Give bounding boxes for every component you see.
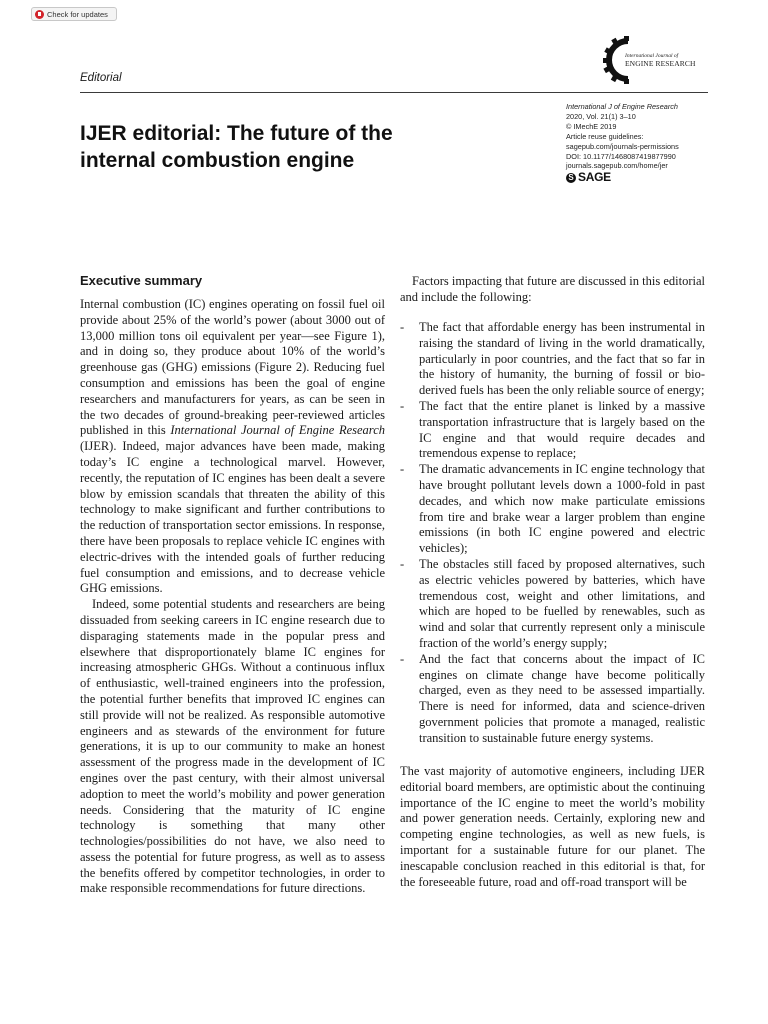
volume-info: 2020, Vol. 21(1) 3–10 <box>566 111 636 121</box>
list-item-text: The dramatic advancements in IC engine technology that have brought pollutant levels down a 1000-fold in past decades, and which now make particulate emissions from tire and brake wear a larger problem than engine emissions (in both IC engine powered and electric vehicles); <box>419 462 705 556</box>
journal-metadata <box>566 102 679 183</box>
list-item-text: The obstacles still faced by proposed alternatives, such as electric vehicles powered by batteries, which have tremendous cost, weight and other limitations, and which are hoped to be fuelled by renewables, such as wind and solar that currently represent only a miniscule fraction of the world’s energy supply; <box>419 556 705 650</box>
list-item-text: The fact that the entire planet is linked by a massive transportation infrastructure that is largely based on the IC engine and that would require decades and tremendous expense to replace; <box>419 398 705 461</box>
bullet-marker: - <box>400 556 405 571</box>
logo-line-2: ENGINE RESEARCH <box>625 59 696 68</box>
factor-list <box>400 320 705 747</box>
paragraph-1-part-b: (IJER). Indeed, major advances have been made, making today’s IC engine a technological marvel. However, recently, the reputation of IC engines has been dealt a severe blow by emission scandals that threaten the ability of this technology to make significant and further contributions to the reduction of transportation sector emissions. In response, there have been proposals to replace vehicle IC engines with electric-drives with the intended goals of further reducing fuel consumption and emissions, and to decrease vehicle GHG emissions. <box>80 439 385 596</box>
update-icon <box>35 10 44 19</box>
list-item <box>400 557 705 652</box>
right-column-end <box>400 764 705 890</box>
bullet-marker: - <box>400 320 405 334</box>
logo-line-1: International Journal of <box>625 53 679 59</box>
journal-homepage-link[interactable]: journals.sagepub.com/home/jer <box>566 161 668 171</box>
list-item-text: And the fact that concerns about the impact of IC engines on climate change have become politically charged, even as they need to be assessed impartially. There is need for informed, data and science-driven government policies that promote a managed, realistic transition to sustainable future energy systems. <box>419 651 705 745</box>
list-item <box>400 462 705 557</box>
paragraph-1-part-a: Internal combustion (IC) engines operating on fossil fuel oil provide about 25% of the world’s power (about 3000 out of 13,000 million tons oil equivalent per year—see Figure 1), and in doing so, they produce about 10% of the world’s greenhouse gas (GHG) emissions (Figure 2). Reducing fuel consumption and emissions has been the goal of engine researchers and manufacturers for years, as can be seen in the two decades of ground-breaking peer-reviewed articles published in this <box>80 297 385 438</box>
right-column-intro <box>400 274 705 306</box>
check-for-updates-label: Check for updates <box>47 9 108 19</box>
section-heading: Executive summary <box>80 273 203 288</box>
sage-logo <box>566 170 679 185</box>
list-item-text: The fact that affordable energy has been instrumental in raising the standard of living in the world dramatically, particularly in poor countries, and the fact that so far in the history of humanity, the burning of fossil or bio-derived fuels has been the only reliable source of energy; <box>419 320 705 398</box>
header-rule <box>80 92 708 93</box>
journal-title-italic: International Journal of Engine Research <box>170 423 385 438</box>
journal-logo <box>603 33 713 87</box>
left-column <box>80 297 385 897</box>
list-item <box>400 652 705 747</box>
publisher-name: SAGE <box>578 170 611 185</box>
bullet-marker: - <box>400 462 405 477</box>
bullet-marker: - <box>400 651 405 666</box>
list-item <box>400 399 705 462</box>
intro-paragraph: Factors impacting that future are discussed in this editorial and include the following: <box>400 274 705 304</box>
article-title: IJER editorial: The future of the internal combustion engine <box>80 122 393 172</box>
journal-name: International J of Engine Research <box>566 102 678 111</box>
sage-icon: S <box>566 173 576 183</box>
paragraph-1 <box>80 297 385 597</box>
paragraph-2: Indeed, some potential students and researchers are being dissuaded from seeking careers in IC engine research due to disparaging statements made in the popular press and elsewhere that disproportionately blame IC engines for increasing atmospheric GHGs. Without a continuous influx of enthusiastic, well-trained engineers into the profession, the potential further benefits that improved IC engines can still provide will not be realized. As responsible automotive engineers and as stewards of the environment for future generations, it is up to our community to make an honest assessment of the progress made in the development of IC engines over the past century, with their almost universal adoption to meet the world’s mobility and power generation needs. Considering that the maturity of IC engine technology is something that many other technologies/possibilities do not have, we also need to assess the potential for future progress, as well as to assess the benefits offered by competitor technologies, in order to make responsible recommendations for future directions. <box>80 597 385 896</box>
copyright: © IMechE 2019 <box>566 121 617 131</box>
section-label: Editorial <box>80 72 122 84</box>
doi[interactable]: DOI: 10.1177/1468087419877990 <box>566 151 676 161</box>
paragraph-3: The vast majority of automotive engineers, including IJER editorial board members, are optimistic about the continuing importance of the IC engine to meet the world’s mobility and power generation needs. Certainly, exploring new and competing engine technologies, as well as new fuels, is important for a sustainable future for our planet. The inescapable conclusion reached in this editorial is that, for the foreseeable future, road and off-road transport will be <box>400 764 705 889</box>
bullet-marker: - <box>400 398 405 413</box>
list-item <box>400 320 705 399</box>
check-for-updates-badge[interactable] <box>31 7 117 21</box>
reuse-guidelines: Article reuse guidelines: <box>566 131 644 141</box>
permissions-link[interactable]: sagepub.com/journals-permissions <box>566 141 679 151</box>
